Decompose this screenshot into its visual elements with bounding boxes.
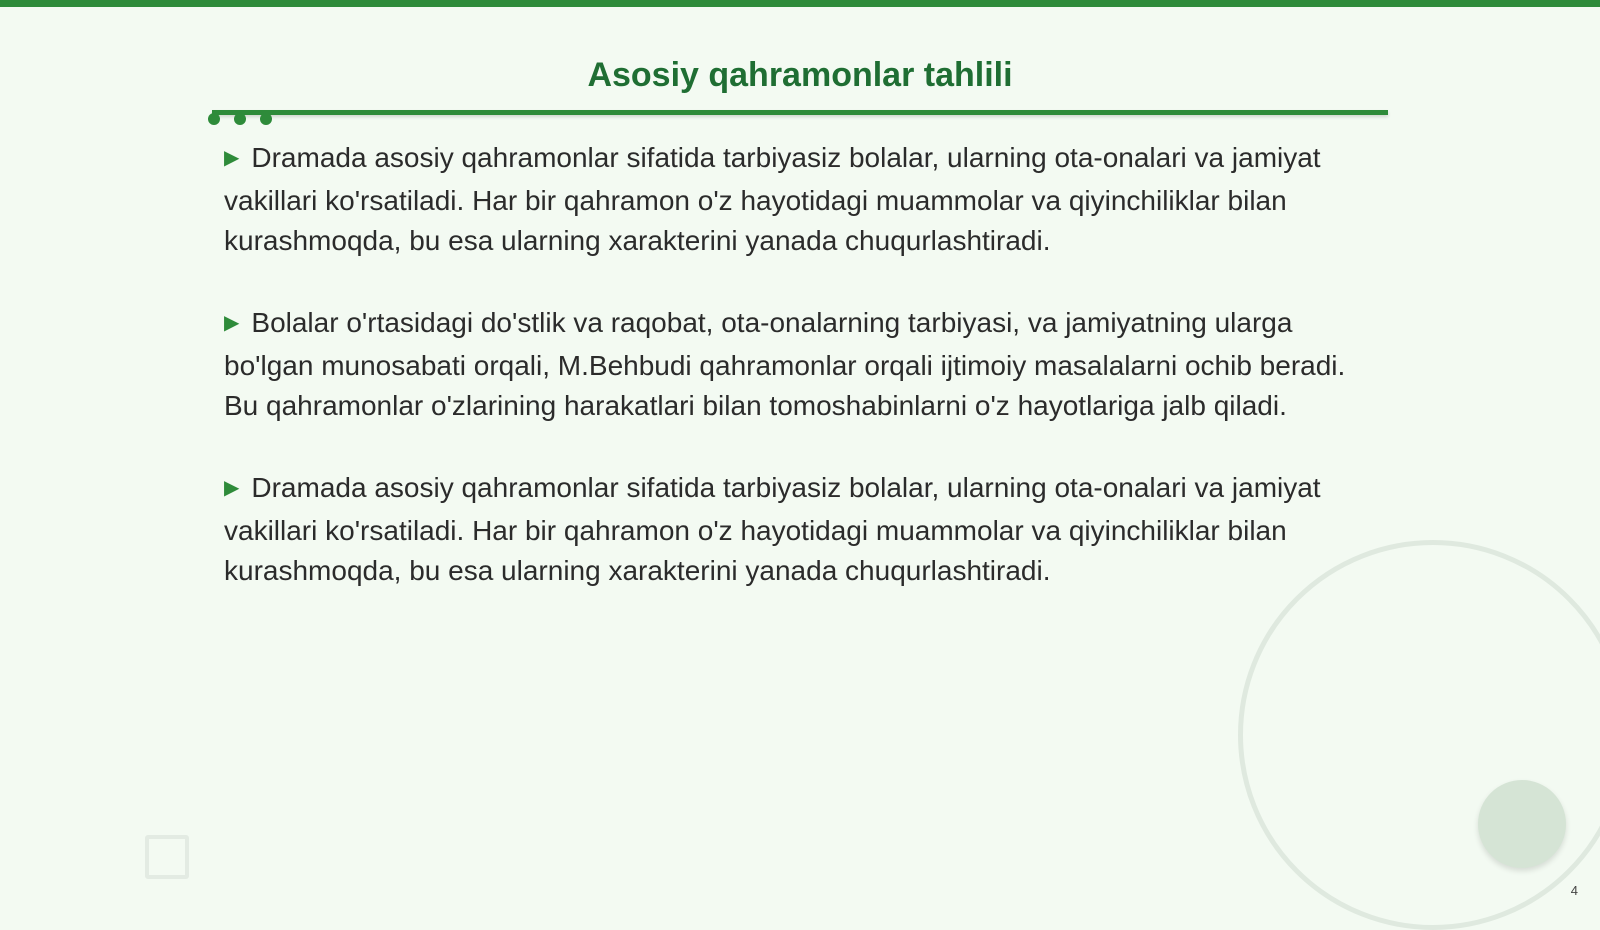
bullet-text: Dramada asosiy qahramonlar sifatida tarbiyasiz bolalar, ularning ota-onalari va jamiyat vakillari ko'rsatiladi. Har bir qahramon o'z hayotidagi muammolar va qiyinchiliklar bilan kurashmoqda, bu esa ularning xarakterini yanada chuqurlashtiradi. (224, 142, 1321, 256)
decorative-dot (208, 113, 220, 125)
slide-title: Asosiy qahramonlar tahlili (587, 56, 1013, 94)
bullet-item-2 (224, 303, 1384, 426)
bullet-text: Dramada asosiy qahramonlar sifatida tarbiyasiz bolalar, ularning ota-onalari va jamiyat vakillari ko'rsatiladi. Har bir qahramon o'z hayotidagi muammolar va qiyinchiliklar bilan kurashmoqda, bu esa ularning xarakterini yanada chuqurlashtiradi. (224, 472, 1321, 586)
top-accent-bar (0, 0, 1600, 7)
decorative-circle-filled (1478, 780, 1566, 868)
decorative-dot (234, 113, 246, 125)
triangle-bullet-icon: ▶ (224, 477, 240, 499)
decorative-dot (260, 113, 272, 125)
bullet-item-1 (224, 138, 1384, 261)
decorative-square (145, 835, 189, 879)
bullet-list (224, 138, 1384, 633)
triangle-bullet-icon: ▶ (224, 312, 240, 334)
decorative-circle-outline (1238, 540, 1600, 930)
page-number: 4 (1570, 883, 1578, 898)
bullet-item-3 (224, 468, 1384, 591)
title-underline (212, 110, 1388, 115)
triangle-bullet-icon: ▶ (224, 147, 240, 169)
bullet-text: Bolalar o'rtasidagi do'stlik va raqobat, ota-onalarning tarbiyasi, va jamiyatning ularga bo'lgan munosabati orqali, M.Behbudi qahramonlar orqali ijtimoiy masalalarni ochib beradi. Bu qahramonlar o'zlarining harakatlari bilan tomoshabinlarni o'z hayotlariga jalb qiladi. (224, 307, 1346, 421)
